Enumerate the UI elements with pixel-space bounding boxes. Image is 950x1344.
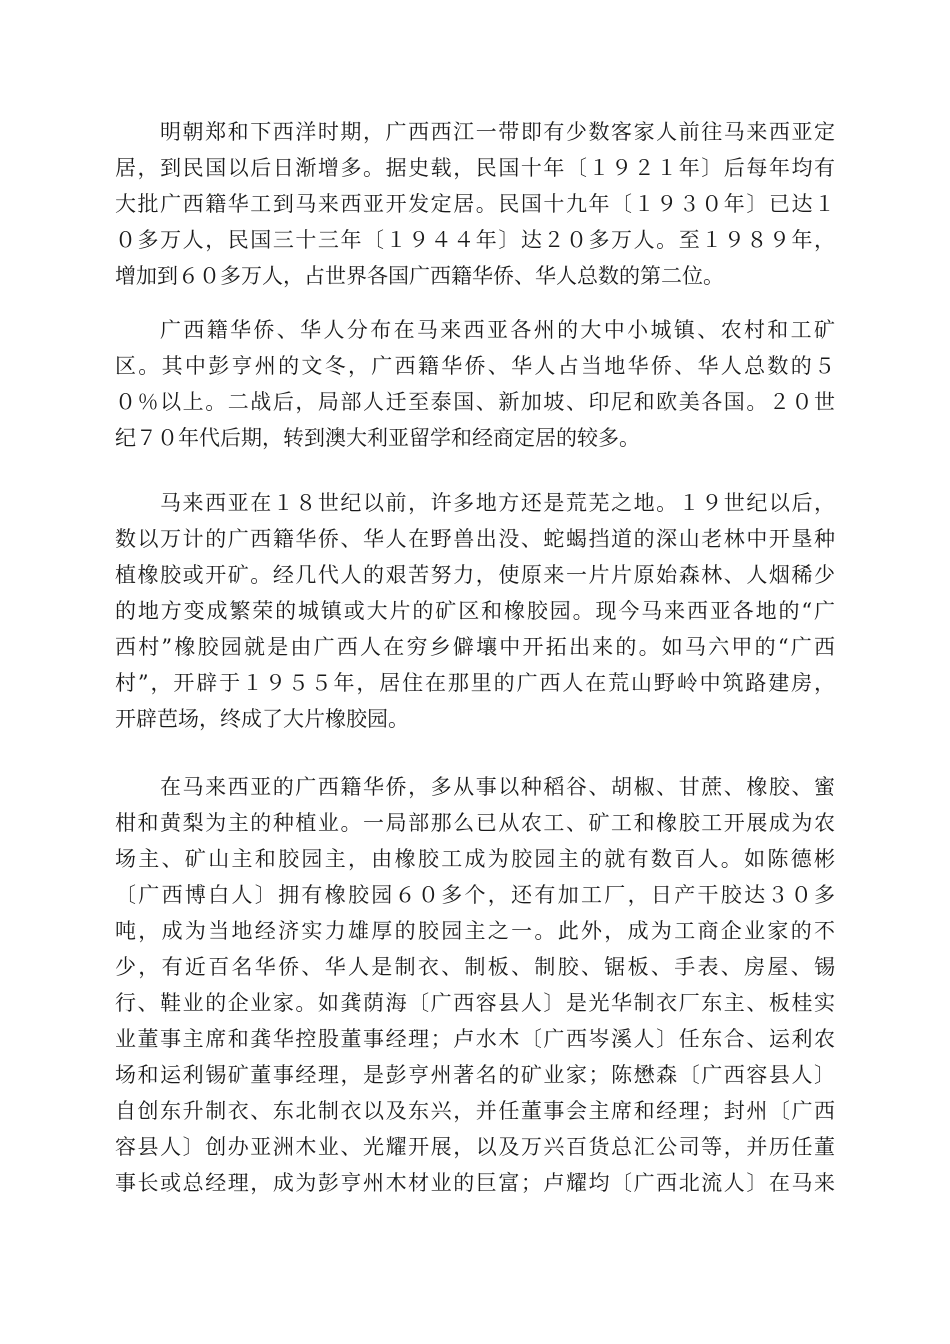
text-line: 容县人〕创办亚洲木业、光耀开展，以及万兴百货总汇公司等，并历任董: [115, 1135, 835, 1159]
text-line: 场和运利锡矿董事经理，是彭亨州著名的矿业家；陈懋森〔广西容县人〕: [115, 1063, 835, 1087]
paragraph-3: [115, 485, 835, 737]
text-line: 开辟芭场，终成了大片橡胶园。: [115, 707, 409, 731]
text-line: 自创东升制衣、东北制衣以及东兴，并任董事会主席和经理；封州〔广西: [115, 1099, 835, 1123]
text-line: 业董事主席和龚华控股董事经理；卢水木〔广西岑溪人〕任东合、运利农: [115, 1027, 835, 1051]
text-line: 行、鞋业的企业家。如龚荫海〔广西容县人〕是光华制衣厂东主、板桂实: [115, 991, 835, 1015]
text-line: 纪７０年代后期，转到澳大利亚留学和经商定居的较多。: [115, 426, 640, 450]
text-line: 区。其中彭亨州的文冬，广西籍华侨、华人占当地华侨、华人总数的５: [115, 354, 835, 378]
text-line: 事长或总经理，成为彭亨州木材业的巨富；卢耀均〔广西北流人〕在马来: [115, 1171, 835, 1195]
text-line: 〔广西博白人〕拥有橡胶园６０多个，还有加工厂，日产干胶达３０多: [115, 883, 835, 907]
text-line: 西村”橡胶园就是由广西人在穷乡僻壤中开拓出来的。如马六甲的“广西: [115, 635, 835, 659]
text-line: 大批广西籍华工到马来西亚开发定居。民国十九年〔１９３０年〕已达１: [115, 192, 835, 216]
text-line: 场主、矿山主和胶园主，由橡胶工成为胶园主的就有数百人。如陈德彬: [115, 847, 835, 871]
text-line: 少，有近百名华侨、华人是制衣、制板、制胶、锯板、手表、房屋、锡: [115, 955, 835, 979]
text-line: 植橡胶或开矿。经几代人的艰苦努力，使原来一片片原始森林、人烟稀少: [115, 563, 835, 587]
paragraph-2: [115, 312, 835, 456]
text-line: 的地方变成繁荣的城镇或大片的矿区和橡胶园。现今马来西亚各地的“广: [115, 599, 835, 623]
text-line: ０％以上。二战后，局部人迁至泰国、新加坡、印尼和欧美各国。２０世: [115, 390, 835, 414]
paragraph-1: [115, 114, 835, 294]
text-line: 柑和黄梨为主的种植业。一局部那么已从农工、矿工和橡胶工开展成为农: [115, 811, 835, 835]
text-line: 增加到６０多万人，占世界各国广西籍华侨、华人总数的第二位。: [115, 264, 724, 288]
text-line: 村”，开辟于１９５５年，居住在那里的广西人在荒山野岭中筑路建房，: [115, 671, 835, 695]
text-line: ０多万人，民国三十三年〔１９４４年〕达２０多万人。至１９８９年，: [115, 228, 835, 252]
text-line: 在马来西亚的广西籍华侨，多从事以种稻谷、胡椒、甘蔗、橡胶、蜜: [160, 775, 835, 799]
text-line: 数以万计的广西籍华侨、华人在野兽出没、蛇蝎挡道的深山老林中开垦种: [115, 527, 835, 551]
paragraph-4: [115, 769, 835, 1201]
text-line: 马来西亚在１８世纪以前，许多地方还是荒芜之地。１９世纪以后，: [160, 491, 835, 515]
text-line: 明朝郑和下西洋时期，广西西江一带即有少数客家人前往马来西亚定: [160, 120, 835, 144]
text-line: 广西籍华侨、华人分布在马来西亚各州的大中小城镇、农村和工矿: [160, 318, 835, 342]
text-line: 居，到民国以后日渐增多。据史载，民国十年〔１９２１年〕后每年均有: [115, 156, 835, 180]
text-line: 吨，成为当地经济实力雄厚的胶园主之一。此外，成为工商企业家的不: [115, 919, 835, 943]
